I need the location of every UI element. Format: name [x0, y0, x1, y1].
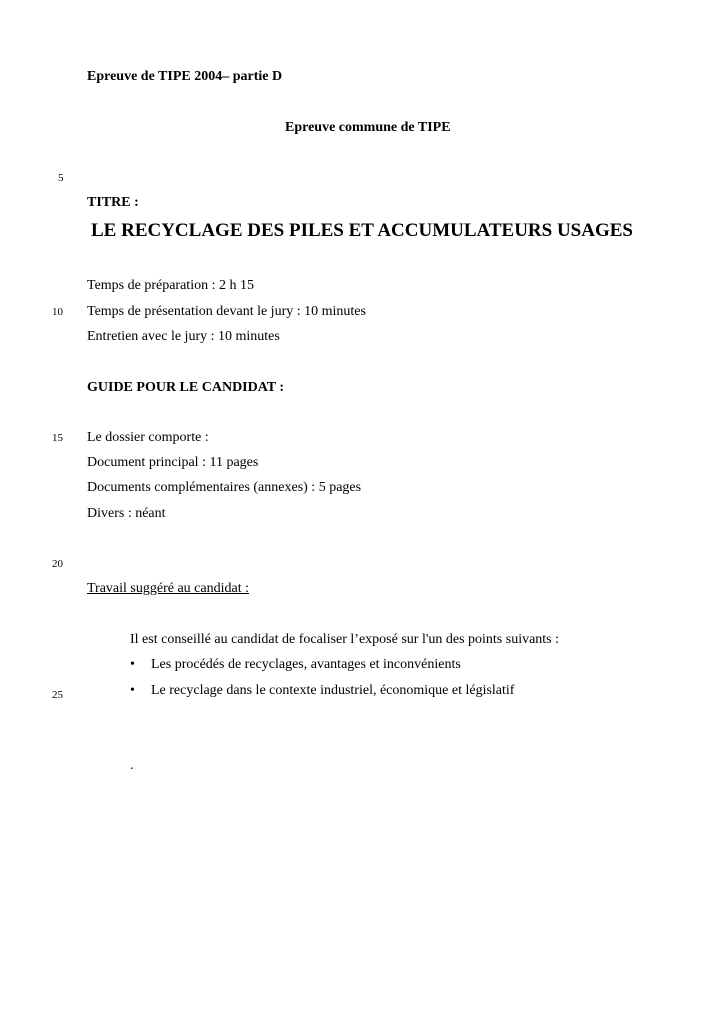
presentation-time: Temps de présentation devant le jury : 10 minutes [87, 304, 366, 319]
title-label: TITRE : [87, 195, 139, 210]
line-number: 15 [52, 432, 63, 444]
exam-title: Epreuve de TIPE 2004– partie D [87, 69, 283, 84]
list-item: Les procédés de recyclages, avantages et inconvénients [151, 657, 461, 672]
annex-documents: Documents complémentaires (annexes) : 5 pages [87, 480, 362, 495]
line-number: 5 [58, 172, 64, 184]
interview-time: Entretien avec le jury : 10 minutes [87, 329, 280, 344]
line-number: 20 [52, 558, 63, 570]
bullet-icon: • [130, 657, 135, 672]
common-exam-label: Epreuve commune de TIPE [285, 120, 451, 135]
prep-time: Temps de préparation : 2 h 15 [87, 278, 254, 293]
document-title: LE RECYCLAGE DES PILES ET ACCUMULATEURS USAGES [91, 220, 633, 241]
work-intro: Il est conseillé au candidat de focaliser l’exposé sur l'un des points suivants : [130, 632, 560, 647]
misc-documents: Divers : néant [87, 506, 166, 521]
work-heading: Travail suggéré au candidat : [87, 581, 249, 596]
list-item: Le recyclage dans le contexte industriel, économique et législatif [151, 683, 515, 698]
dossier-label: Le dossier comporte : [87, 430, 209, 445]
main-document: Document principal : 11 pages [87, 455, 259, 470]
trailing-dot: . [130, 758, 134, 773]
guide-heading: GUIDE POUR LE CANDIDAT : [87, 380, 285, 395]
bullet-icon: • [130, 683, 135, 698]
line-number: 25 [52, 689, 63, 701]
line-number: 10 [52, 306, 63, 318]
